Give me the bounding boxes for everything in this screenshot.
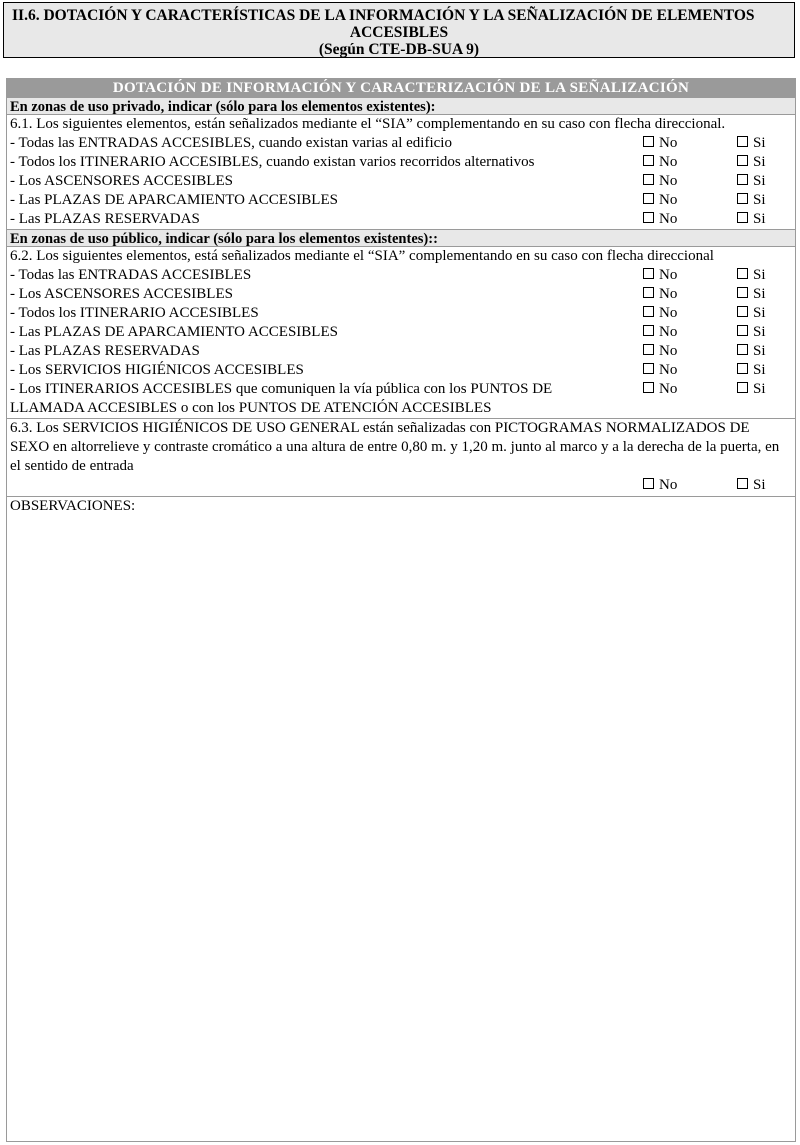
private-item-row (7, 153, 795, 172)
checkbox-icon[interactable] (643, 136, 654, 147)
public-item-row (7, 342, 795, 361)
checkbox-icon[interactable] (737, 174, 748, 185)
item-label: - Las PLAZAS DE APARCAMIENTO ACCESIBLES (10, 192, 338, 208)
checkbox-icon[interactable] (737, 306, 748, 317)
checkbox-icon[interactable] (737, 325, 748, 336)
option-no[interactable]: No (643, 172, 677, 191)
checkbox-icon[interactable] (737, 268, 748, 279)
option-si[interactable]: Si (737, 153, 766, 172)
private-intro: 6.1. Los siguientes elementos, están señalizados mediante el “SIA” complementando en su caso con flecha direccional. (10, 116, 726, 132)
checkbox-icon[interactable] (643, 174, 654, 185)
option-no[interactable]: No (643, 304, 677, 323)
private-item-row (7, 191, 795, 210)
section-6-3-options (7, 476, 795, 496)
title-line-2: ACCESIBLES (349, 24, 449, 41)
option-no[interactable]: No (643, 285, 677, 304)
option-si[interactable]: Si (737, 342, 766, 361)
option-si[interactable]: Si (737, 266, 766, 285)
item-label: - Todas las ENTRADAS ACCESIBLES, cuando existan varias al edificio (10, 135, 452, 151)
option-si[interactable]: Si (737, 380, 766, 399)
checkbox-icon[interactable] (643, 363, 654, 374)
option-si[interactable]: Si (737, 172, 766, 191)
option-no[interactable]: No (643, 380, 677, 399)
section-title (3, 2, 795, 58)
public-item-row (7, 285, 795, 304)
option-si[interactable]: Si (737, 285, 766, 304)
item-label: - Las PLAZAS DE APARCAMIENTO ACCESIBLES (10, 324, 338, 340)
private-item-row (7, 210, 795, 229)
checkbox-icon[interactable] (737, 155, 748, 166)
option-si[interactable]: Si (737, 476, 766, 495)
checkbox-icon[interactable] (737, 193, 748, 204)
private-item-row (7, 172, 795, 191)
item-label: - Todos los ITINERARIO ACCESIBLES, cuando existan varios recorridos alternativos (10, 154, 535, 170)
title-line-1: II.6. DOTACIÓN Y CARACTERÍSTICAS DE LA INFORMACIÓN Y LA SEÑALIZACIÓN DE ELEMENTOS (12, 7, 755, 24)
checkbox-icon[interactable] (737, 382, 748, 393)
section-6-3-text: 6.3. Los SERVICIOS HIGIÉNICOS DE USO GENERAL están señalizadas con PICTOGRAMAS NORMALIZADOS DE SEXO en altorrelieve y contraste cromático a una altura de entre 0,80 m. y 1,20 m. junto al marco y a la derecha de la puerta, en el sentido de entrada (10, 420, 780, 474)
zone-public-heading: En zonas de uso público, indicar (sólo para los elementos existentes):: (7, 229, 795, 247)
item-label: - Los SERVICIOS HIGIÉNICOS ACCESIBLES (10, 362, 304, 378)
checkbox-icon[interactable] (643, 155, 654, 166)
observaciones-label: OBSERVACIONES: (10, 498, 136, 514)
option-no[interactable]: No (643, 210, 677, 229)
option-si[interactable]: Si (737, 191, 766, 210)
option-si[interactable]: Si (737, 134, 766, 153)
item-label: - Los ASCENSORES ACCESIBLES (10, 286, 233, 302)
public-item-row (7, 323, 795, 342)
private-item-row (7, 134, 795, 153)
public-item-row (7, 361, 795, 380)
option-no[interactable]: No (643, 191, 677, 210)
checkbox-icon[interactable] (643, 306, 654, 317)
checkbox-icon[interactable] (643, 212, 654, 223)
option-no[interactable]: No (643, 323, 677, 342)
option-no[interactable]: No (643, 476, 677, 495)
option-si[interactable]: Si (737, 304, 766, 323)
zone-private-heading: En zonas de uso privado, indicar (sólo para los elementos existentes): (7, 97, 795, 115)
checkbox-icon[interactable] (737, 363, 748, 374)
checkbox-icon[interactable] (737, 344, 748, 355)
checkbox-icon[interactable] (643, 287, 654, 298)
option-si[interactable]: Si (737, 210, 766, 229)
option-no[interactable]: No (643, 266, 677, 285)
public-intro: 6.2. Los siguientes elementos, está señalizados mediante el “SIA” complementando en su caso con flecha direccional (10, 248, 714, 264)
public-item-row (7, 266, 795, 285)
checkbox-icon[interactable] (737, 478, 748, 489)
option-si[interactable]: Si (737, 361, 766, 380)
item-label: - Las PLAZAS RESERVADAS (10, 343, 200, 359)
checkbox-icon[interactable] (643, 382, 654, 393)
checkbox-icon[interactable] (643, 325, 654, 336)
checkbox-icon[interactable] (737, 136, 748, 147)
title-line-3: (Según CTE-DB-SUA 9) (318, 41, 480, 58)
form-band-title: DOTACIÓN DE INFORMACIÓN Y CARACTERIZACIÓN DE LA SEÑALIZACIÓN (7, 79, 795, 97)
checkbox-icon[interactable] (643, 193, 654, 204)
option-no[interactable]: No (643, 342, 677, 361)
checkbox-icon[interactable] (643, 268, 654, 279)
checkbox-icon[interactable] (737, 212, 748, 223)
option-no[interactable]: No (643, 153, 677, 172)
checkbox-icon[interactable] (737, 287, 748, 298)
option-no[interactable]: No (643, 134, 677, 153)
public-item-row (7, 304, 795, 323)
item-label: - Los ITINERARIOS ACCESIBLES que comuniquen la vía pública con los PUNTOS DE LLAMADA ACCESIBLES o con los PUNTOS DE ATENCIÓN ACCESIBLES (10, 381, 553, 416)
public-item-row (7, 380, 795, 418)
item-label: - Todas las ENTRADAS ACCESIBLES (10, 267, 252, 283)
item-label: - Las PLAZAS RESERVADAS (10, 211, 200, 227)
checkbox-icon[interactable] (643, 344, 654, 355)
checkbox-icon[interactable] (643, 478, 654, 489)
item-label: - Los ASCENSORES ACCESIBLES (10, 173, 233, 189)
option-si[interactable]: Si (737, 323, 766, 342)
option-no[interactable]: No (643, 361, 677, 380)
item-label: - Todos los ITINERARIO ACCESIBLES (10, 305, 259, 321)
signage-form (6, 78, 796, 1142)
